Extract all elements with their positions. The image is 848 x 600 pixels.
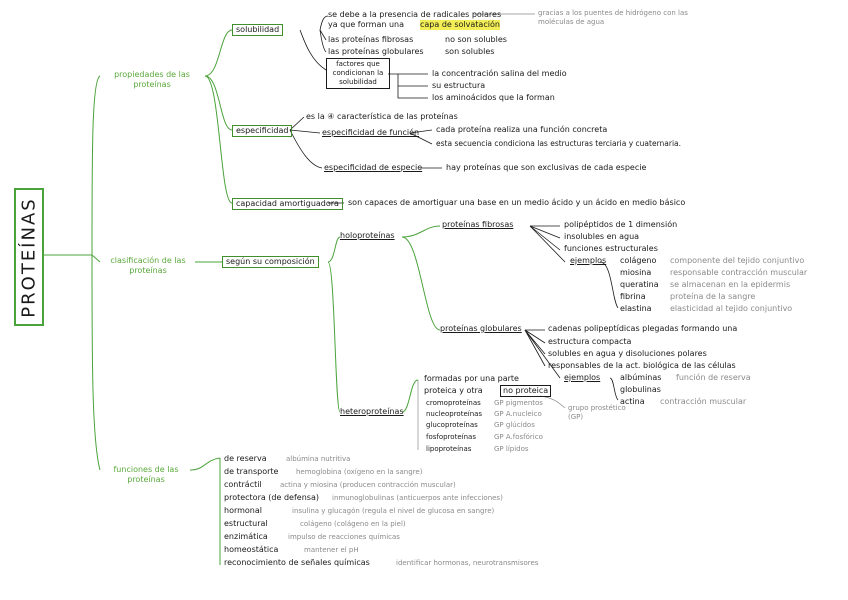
ej-glob-name-1: albúminas [620, 373, 662, 382]
func-desc-5: insulina y glucagón (regula el nivel de glucosa en sangre) [292, 507, 495, 515]
ej-glob-desc-1: función de reserva [676, 373, 751, 382]
especificidad-label: especificidad [232, 125, 292, 137]
heteroproteinas-label: heteroproteínas [340, 407, 404, 416]
factores-box: factores que condicionan la solubilidad [326, 58, 390, 89]
hetero-name-1: cromoproteínas [426, 399, 481, 407]
segun-composicion: según su composición [222, 256, 319, 268]
func-name-2: de transporte [224, 467, 279, 476]
ej-fib-name-4: fibrina [620, 292, 646, 301]
func-name-9: reconocimiento de señales químicas [224, 558, 370, 567]
func-name-1: de reserva [224, 454, 267, 463]
ej-glob-name-2: globulinas [620, 385, 661, 394]
hetero-gp-4: GP A.fosfórico [494, 433, 543, 441]
ej-fib-desc-3: se almacenan en la epidermis [670, 280, 791, 289]
ej-fib-desc-5: elasticidad al tejido conjuntivo [670, 304, 793, 313]
hetero-gp-3: GP glúcidos [494, 421, 535, 429]
ej-fib-desc-4: proteína de la sangre [670, 292, 756, 301]
hetero-name-2: nucleoproteínas [426, 410, 483, 418]
no-proteica-box: no proteica [500, 385, 551, 397]
func-name-7: enzimática [224, 532, 268, 541]
main-title-box [14, 188, 44, 326]
globulares-label: proteínas globulares [440, 324, 522, 333]
solubilidad-label: solubilidad [232, 24, 283, 36]
func-name-5: hormonal [224, 506, 262, 515]
hetero-gp-1: GP pigmentos [494, 399, 543, 407]
func-desc-4: inmunoglobulinas (anticuerpos ante infecciones) [332, 494, 503, 502]
ej-fib-name-3: queratina [620, 280, 659, 289]
ej-fib-desc-2: responsable contracción muscular [670, 268, 808, 277]
holoproteinas-label: holoproteínas [340, 231, 395, 240]
ej-glob-name-3: actina [620, 397, 645, 406]
func-name-3: contráctil [224, 480, 262, 489]
solubilidad-item-2: ya que forman una [328, 20, 405, 29]
func-desc-1: albúmina nutritiva [286, 455, 351, 463]
ej-fib-name-2: miosina [620, 268, 652, 277]
fibrosas-ejemplos-label: ejemplos [570, 256, 607, 265]
ej-fib-name-1: colágeno [620, 256, 657, 265]
especificidad-especie-label: especificidad de especie [324, 163, 423, 172]
hetero-intro-1: formadas por una parte [424, 374, 519, 383]
globulares-ejemplos-label: ejemplos [564, 373, 601, 382]
func-desc-7: impulso de reacciones químicas [288, 533, 400, 541]
clasificacion-label: clasificación de las proteínas [110, 256, 186, 275]
func-name-8: homeostática [224, 545, 279, 554]
no-solubles-text: no son solubles [445, 35, 507, 44]
globulares-item-3: solubles en agua y disoluciones polares [548, 349, 707, 358]
func-name-4: protectora (de defensa) [224, 493, 319, 502]
funcion-item-2: esta secuencia condiciona las estructuras terciaria y cuaternaria. [436, 139, 682, 148]
fibrosas-label: proteínas fibrosas [442, 220, 514, 229]
main-title: PROTEÍNAS [18, 196, 40, 318]
func-desc-6: colágeno (colágeno en la piel) [300, 520, 406, 528]
globulares-item-1: cadenas polipeptídicas plegadas formando una [548, 324, 738, 333]
func-name-6: estructural [224, 519, 268, 528]
propiedades-label: propiedades de las proteínas [114, 70, 190, 89]
fibrosas-item-2: insolubles en agua [564, 232, 640, 241]
hetero-name-3: glucoproteínas [426, 421, 478, 429]
especificidad-funcion-label: especificidad de función [322, 128, 420, 137]
func-desc-3: actina y miosina (producen contracción muscular) [280, 481, 456, 489]
globulares-item-2: estructura compacta [548, 337, 632, 346]
amortiguadora-text: son capaces de amortiguar una base en un medio ácido y un ácido en medio básico [348, 198, 686, 207]
especie-text: hay proteínas que son exclusivas de cada especie [446, 163, 647, 172]
especificidad-intro: es la ④ característica de las proteínas [306, 112, 458, 121]
factor-1: la concentración salina del medio [432, 69, 567, 78]
ej-fib-desc-1: componente del tejido conjuntivo [670, 256, 805, 265]
capa-solvatacion: capa de solvatación [420, 20, 500, 29]
hetero-name-5: lipoproteínas [426, 445, 472, 453]
hetero-intro-2a: proteica y otra [424, 386, 483, 395]
hetero-name-4: fosfoproteínas [426, 433, 476, 441]
factor-2: su estructura [432, 81, 486, 90]
globulares-item-4: responsables de la act. biológica de las células [548, 361, 736, 370]
fibrosas-text: las proteínas fibrosas [328, 35, 414, 44]
func-desc-2: hemoglobina (oxígeno en la sangre) [296, 468, 423, 476]
hetero-gp-2: GP A.nucleico [494, 410, 542, 418]
globulares-text: las proteínas globulares [328, 47, 424, 56]
ej-fib-name-5: elastina [620, 304, 652, 313]
fibrosas-item-1: polipéptidos de 1 dimensión [564, 220, 678, 229]
func-desc-9: identificar hormonas, neurotransmisores [396, 559, 539, 567]
grupo-prostetico: grupo prostético (GP) [568, 404, 626, 421]
func-desc-8: mantener el pH [304, 546, 359, 554]
factor-3: los aminoácidos que la forman [432, 93, 555, 102]
solubles-text: son solubles [445, 47, 495, 56]
amortiguadora-label: capacidad amortiguadora [232, 198, 343, 210]
funcion-item-1: cada proteína realiza una función concreta [436, 125, 608, 134]
funciones-label: funciones de las proteínas [113, 465, 179, 484]
ej-glob-desc-3: contracción muscular [660, 397, 747, 406]
fibrosas-item-3: funciones estructurales [564, 244, 658, 253]
hetero-gp-5: GP lípidos [494, 445, 529, 453]
solubilidad-item-1: se debe a la presencia de radicales polares [328, 10, 502, 19]
solubilidad-note: gracias a los puentes de hidrógeno con las moléculas de agua [538, 9, 688, 26]
